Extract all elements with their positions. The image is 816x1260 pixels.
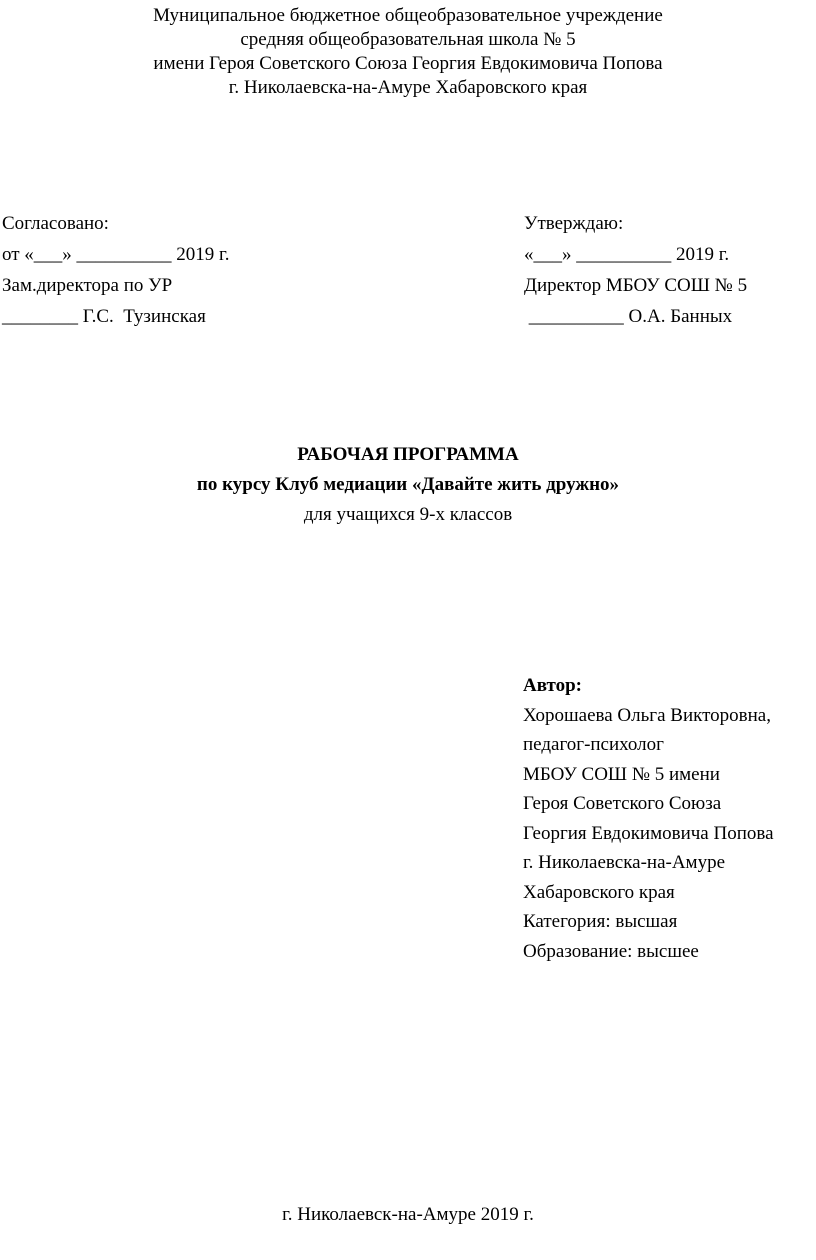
- author-school-line-1: МБОУ СОШ № 5 имени: [523, 763, 720, 785]
- program-subtitle: по курсу Клуб медиации «Давайте жить дружно»: [196, 474, 620, 495]
- school-name-line-3: имени Героя Советского Союза Георгия Евдокимовича Попова: [153, 53, 663, 74]
- school-name-line-2: средняя общеобразовательная школа № 5: [240, 29, 576, 50]
- author-city: г. Николаевска-на-Амуре: [523, 852, 726, 873]
- program-audience: для учащихся 9-х классов: [303, 504, 513, 525]
- author-school-line-3: Георгия Евдокимовича Попова: [523, 822, 774, 844]
- agreed-position: Зам.директора по УР: [2, 275, 173, 296]
- approved-title: Утверждаю:: [524, 213, 624, 234]
- agreed-signature: ________ Г.С. Тузинская: [2, 306, 206, 327]
- author-category: Категория: высшая: [523, 911, 678, 932]
- author-role: педагог-психолог: [523, 734, 664, 755]
- approval-agreed-block: [2, 208, 229, 332]
- approved-date: «___» __________ 2019 г.: [524, 244, 730, 265]
- author-block: [523, 671, 774, 966]
- approval-approved-block: [524, 208, 747, 332]
- author-school-line-2: Героя Советского Союза: [523, 793, 722, 814]
- author-education: Образование: высшее: [523, 940, 699, 962]
- approved-signature: __________ О.А. Банных: [524, 306, 733, 327]
- school-location-line: г. Николаевска-на-Амуре Хабаровского края: [228, 77, 588, 98]
- author-region: Хабаровского края: [523, 881, 675, 903]
- program-title-block: [0, 440, 816, 530]
- program-title: РАБОЧАЯ ПРОГРАММА: [297, 444, 519, 465]
- author-heading: Автор:: [523, 675, 582, 696]
- footer-city-year: г. Николаевск-на-Амуре 2019 г.: [282, 1204, 534, 1225]
- school-header: [0, 4, 816, 100]
- agreed-date: от «___» __________ 2019 г.: [2, 244, 230, 265]
- agreed-title: Согласовано:: [2, 213, 109, 234]
- approved-position: Директор МБОУ СОШ № 5: [524, 275, 748, 296]
- author-name: Хорошаева Ольга Викторовна,: [523, 704, 771, 726]
- school-name-line-1: Муниципальное бюджетное общеобразовательное учреждение: [153, 5, 663, 26]
